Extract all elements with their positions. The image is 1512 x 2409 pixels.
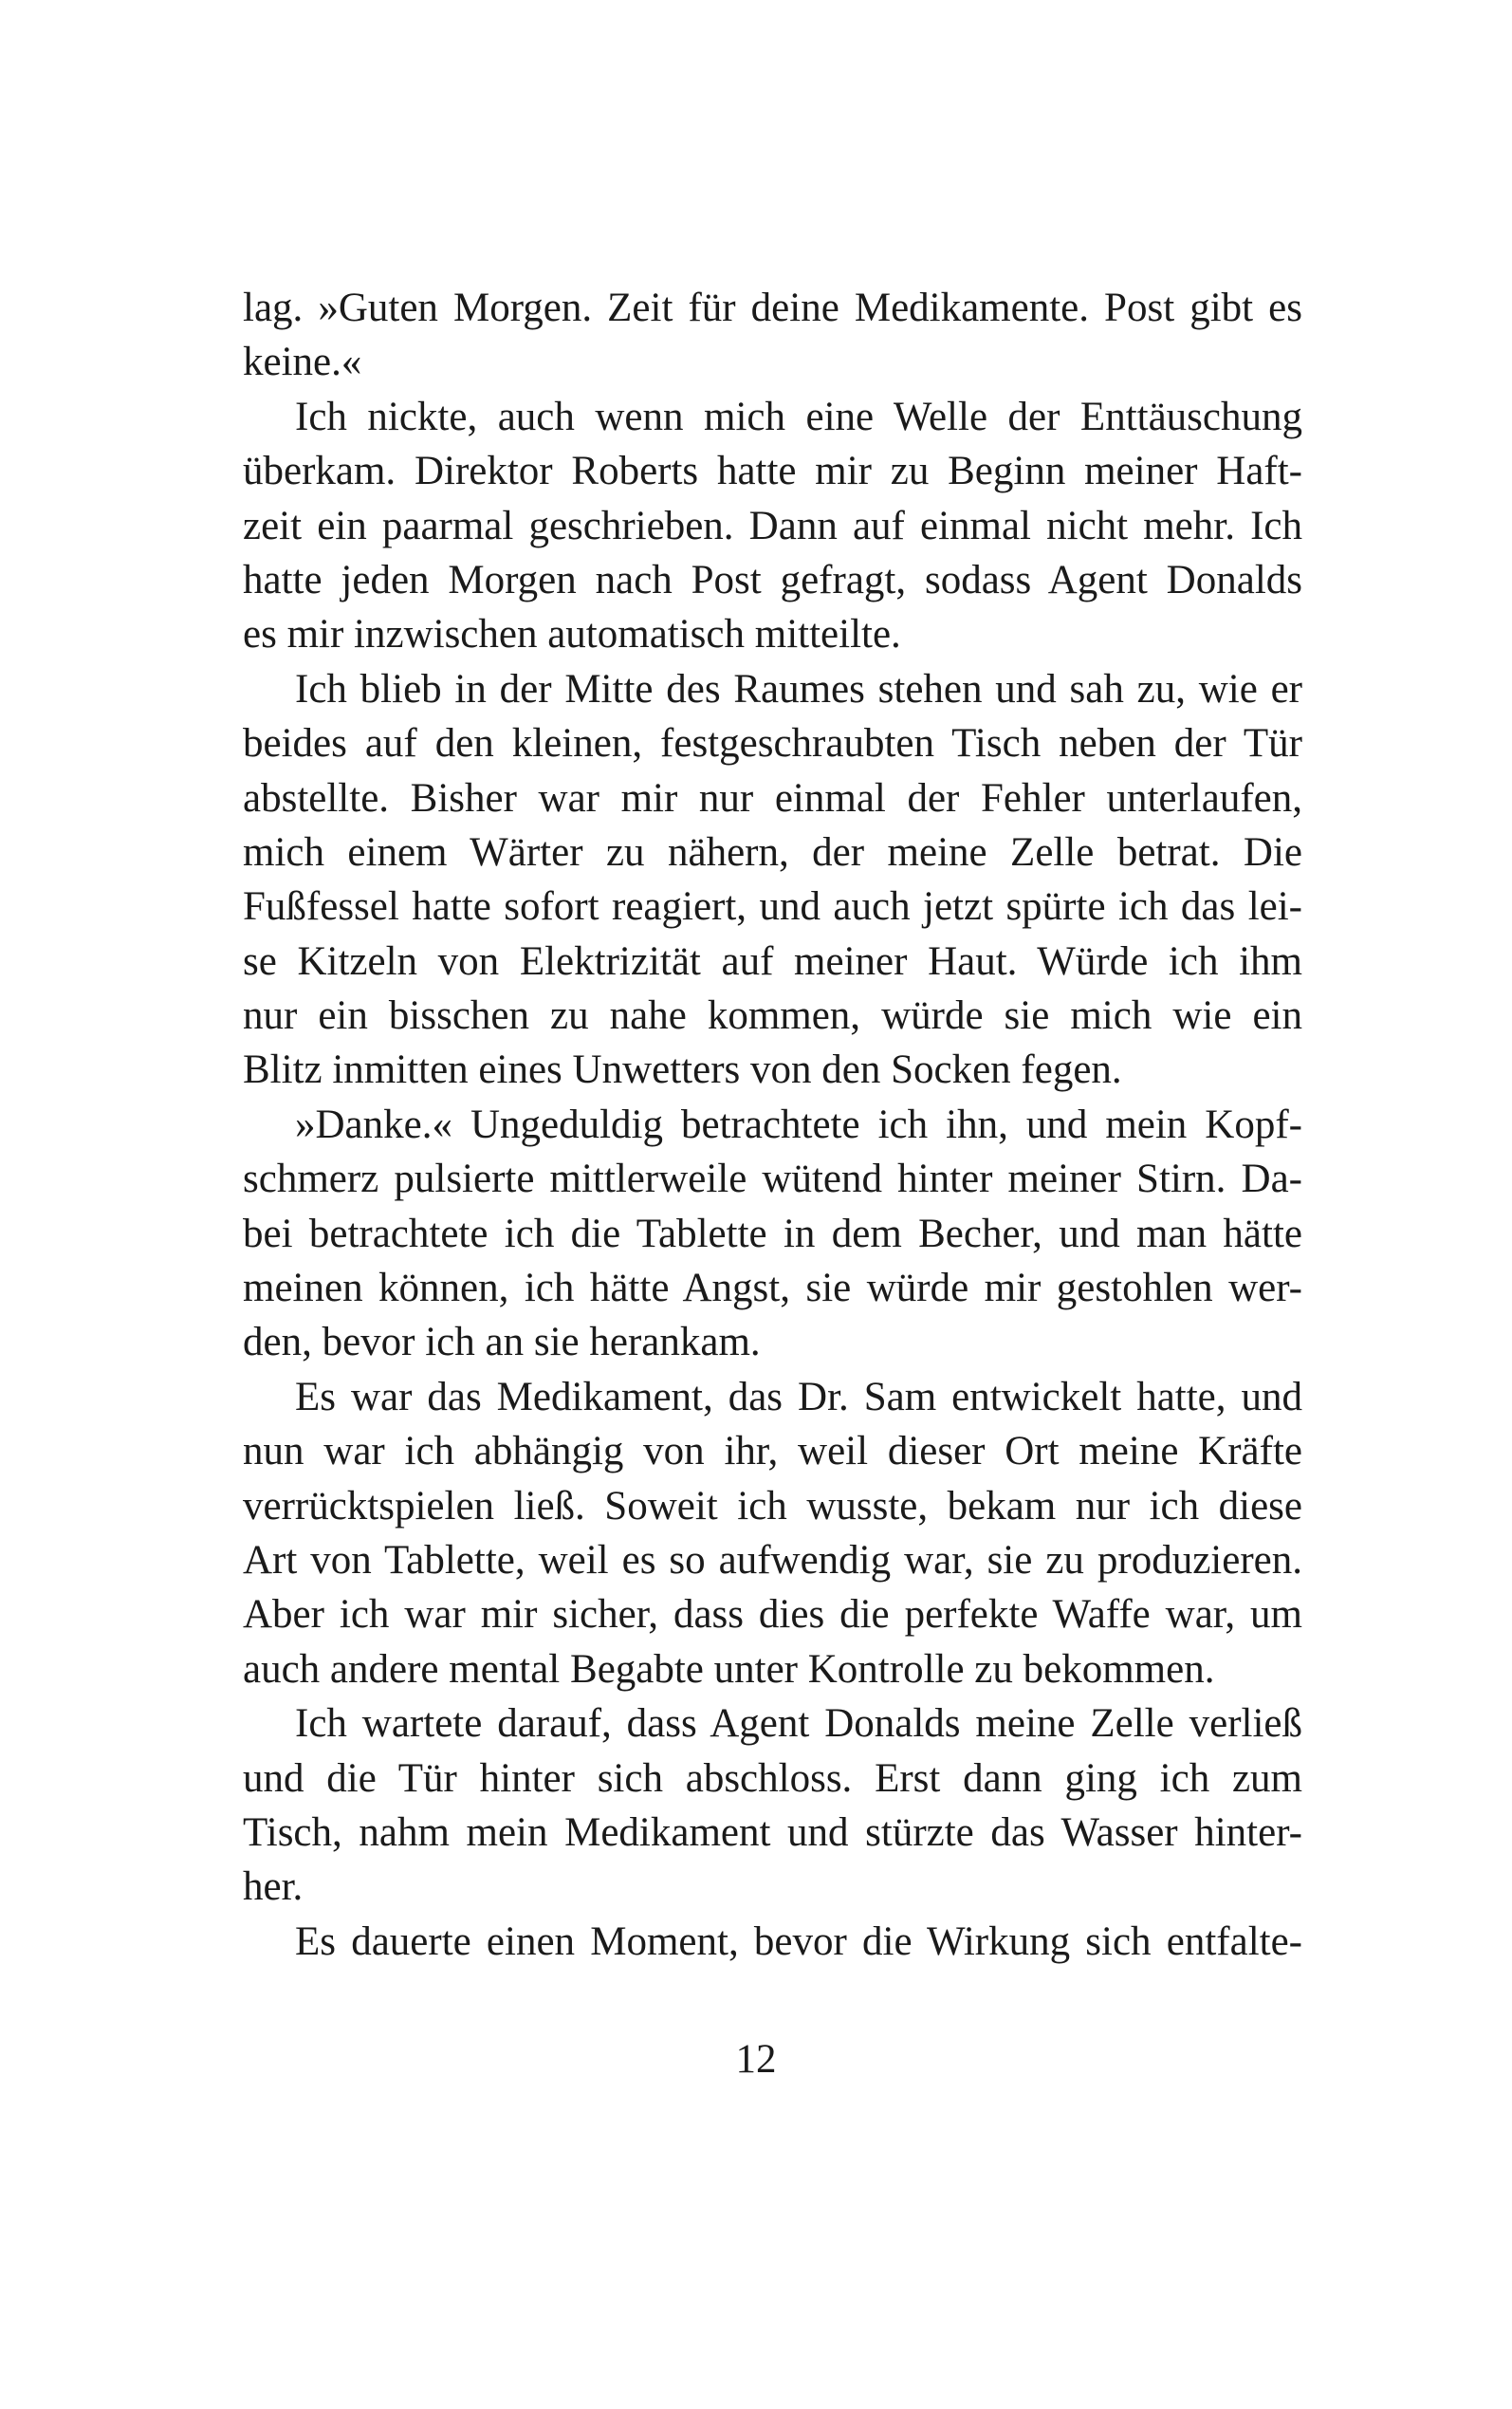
- text-line: Ich nickte, auch wenn mich eine Welle der Enttäuschung: [295, 394, 1302, 439]
- text-line: auch andere mental Begabte unter Kontrolle zu bekommen.: [243, 1646, 1215, 1692]
- text-line: her.: [243, 1864, 304, 1910]
- text-line: keine.«: [243, 340, 362, 385]
- text-line: Es dauerte einen Moment, bevor die Wirkung sich entfalte-: [295, 1918, 1302, 1964]
- text-line: nur ein bisschen zu nahe kommen, würde sie mich wie ein: [243, 993, 1302, 1039]
- text-line: überkam. Direktor Roberts hatte mir zu Beginn meiner Haft-: [243, 449, 1302, 494]
- text-line: meinen können, ich hätte Angst, sie würde mir gestohlen wer-: [243, 1266, 1302, 1311]
- text-line: den, bevor ich an sie herankam.: [243, 1320, 761, 1365]
- text-line: beides auf den kleinen, festgeschraubten Tisch neben der Tür: [243, 721, 1302, 767]
- text-line: nun war ich abhängig von ihr, weil dieser Ort meine Kräfte: [243, 1429, 1302, 1474]
- text-line: Aber ich war mir sicher, dass dies die perfekte Waffe war, um: [243, 1592, 1302, 1638]
- page-number: 12: [735, 2037, 777, 2082]
- text-line: »Danke.« Ungeduldig betrachtete ich ihn, und mein Kopf-: [295, 1102, 1302, 1147]
- text-line: schmerz pulsierte mittlerweile wütend hinter meiner Stirn. Da-: [243, 1157, 1302, 1202]
- text-line: Art von Tablette, weil es so aufwendig war, sie zu produzieren.: [243, 1537, 1302, 1583]
- body-text: [243, 281, 1302, 1969]
- text-line: mich einem Wärter zu nähern, der meine Zelle betrat. Die: [243, 829, 1302, 875]
- text-line: verrücktspielen ließ. Soweit ich wusste, bekam nur ich diese: [243, 1483, 1302, 1529]
- text-line: hatte jeden Morgen nach Post gefragt, sodass Agent Donalds: [243, 557, 1302, 602]
- text-line: Tisch, nahm mein Medikament und stürzte das Wasser hinter-: [243, 1809, 1302, 1855]
- text-line: Blitz inmitten eines Unwetters von den Socken fegen.: [243, 1047, 1122, 1093]
- text-line: bei betrachtete ich die Tablette in dem Becher, und man hätte: [243, 1211, 1302, 1256]
- text-line: zeit ein paarmal geschrieben. Dann auf einmal nicht mehr. Ich: [243, 503, 1302, 548]
- text-line: lag. »Guten Morgen. Zeit für deine Medikamente. Post gibt es: [243, 286, 1302, 330]
- text-line: es mir inzwischen automatisch mitteilte.: [243, 612, 901, 658]
- text-line: se Kitzeln von Elektrizität auf meiner Haut. Würde ich ihm: [243, 938, 1302, 984]
- text-line: Fußfessel hatte sofort reagiert, und auch jetzt spürte ich das lei-: [243, 884, 1302, 930]
- text-line: Es war das Medikament, das Dr. Sam entwickelt hatte, und: [295, 1374, 1302, 1419]
- text-line: abstellte. Bisher war mir nur einmal der Fehler unterlaufen,: [243, 775, 1302, 821]
- text-line: und die Tür hinter sich abschloss. Erst dann ging ich zum: [243, 1755, 1302, 1801]
- text-line: Ich blieb in der Mitte des Raumes stehen und sah zu, wie er: [295, 666, 1302, 712]
- text-line: Ich wartete darauf, dass Agent Donalds meine Zelle verließ: [295, 1701, 1302, 1747]
